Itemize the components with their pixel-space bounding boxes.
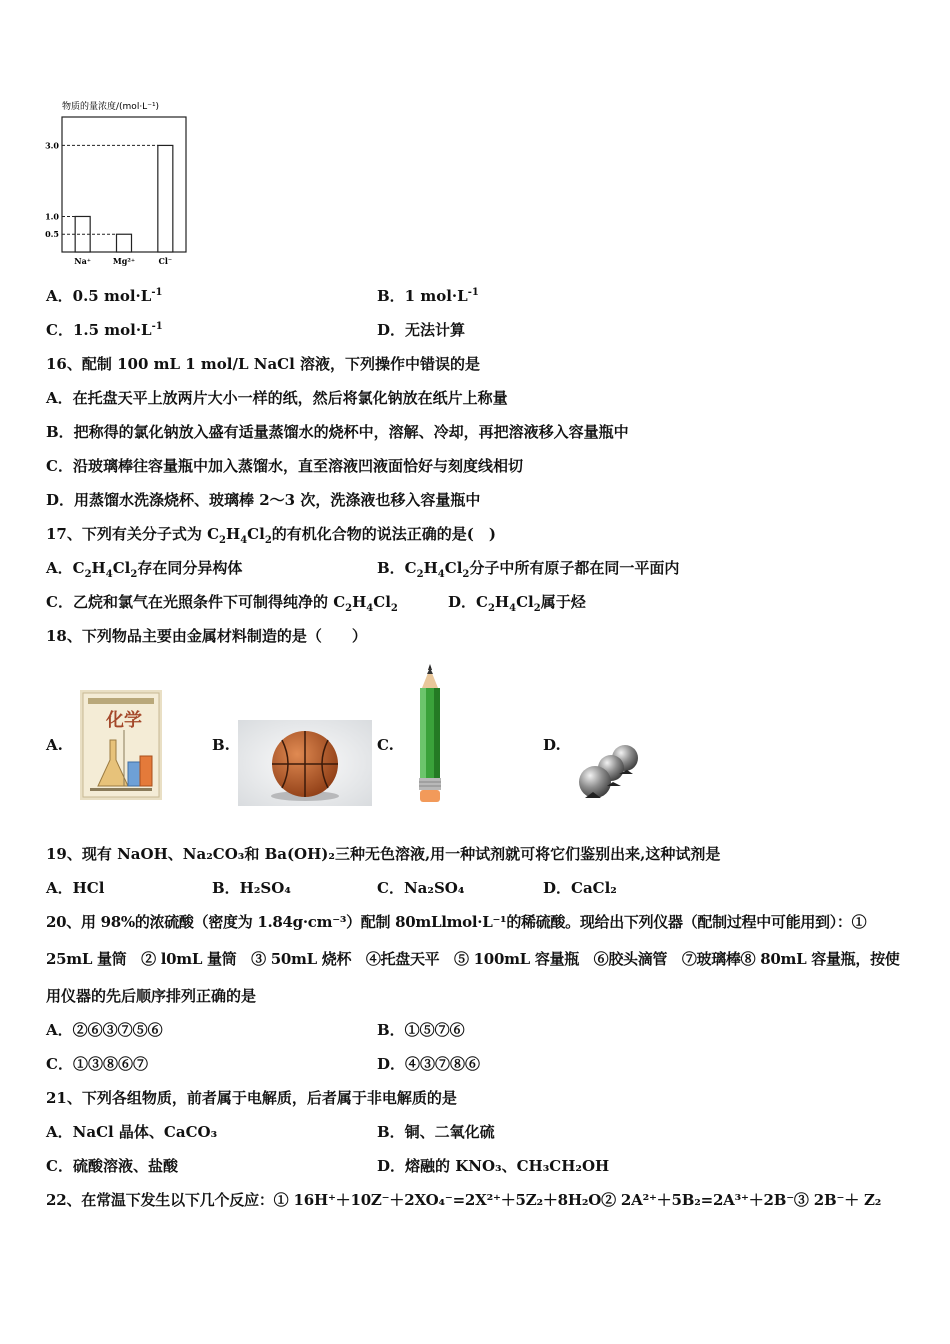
q15-option-a[interactable]: A．0.5 $mol\cdot L^{-1}$ [46, 287, 163, 305]
x-tick-label: Mg²⁺ [112, 256, 136, 266]
bar-2 [158, 145, 173, 252]
book-title: 化学 [106, 710, 142, 731]
y-tick-label: 3.0 [45, 140, 59, 151]
q17-stem: 17、下列有关分子式为 $C_2H_4Cl_2$的有机化合物的说法正确的是( ) [46, 525, 496, 546]
q22-stem: 22、在常温下发生以下几个反应：① 16H⁺＋10Z⁻＋2XO₄⁻=2X²⁺＋5Z₂＋8H₂O② 2A²⁺＋5B₂=2A³⁺＋2B⁻③ 2B⁻＋ Z₂ [46, 1191, 882, 1209]
q19-option-a[interactable]: A．HCl [46, 879, 105, 897]
q16-option-a[interactable]: A．在托盘天平上放两片大小一样的纸，然后将氯化钠放在纸片上称量 [46, 389, 508, 407]
q21-option-c[interactable]: C．硫酸溶液、盐酸 [46, 1157, 178, 1175]
q17-option-d[interactable]: D．$C_2H_4Cl_2$属于烃 [448, 593, 586, 614]
x-tick-label: Na⁺ [74, 256, 92, 266]
q21-stem: 21、下列各组物质，前者属于电解质，后者属于非电解质的是 [46, 1089, 457, 1107]
q21-option-b[interactable]: B．铜、二氧化硫 [377, 1123, 495, 1141]
y-tick-label: 1.0 [45, 211, 59, 222]
q20-stem-line1: 20、用 98%的浓硫酸（密度为 1.84g·cm⁻³）配制 80mLlmol·L⁻¹的稀硫酸。现给出下列仪器（配制过程中可能用到）：① [46, 913, 867, 931]
q17-option-b[interactable]: B．$C_2H_4Cl_2$分子中所有原子都在同一平面内 [377, 559, 680, 580]
pencil-image[interactable] [410, 662, 450, 806]
concentration-bar-chart [40, 95, 200, 275]
q16-stem: 16、配制 100 mL 1 mol/L NaCl 溶液，下列操作中错误的是 [46, 355, 481, 373]
q20-option-d[interactable]: D．④③⑦⑧⑥ [377, 1055, 481, 1073]
q18-label-d[interactable]: D. [543, 736, 561, 754]
q20-stem-line2: 25mL 量筒 ② l0mL 量筒 ③ 50mL 烧杯 ④托盘天平 ⑤ 100mL 容量瓶 ⑥胶头滴管 ⑦玻璃棒⑧ 80mL 容量瓶，按使 [46, 950, 900, 968]
q17-option-a[interactable]: A．$C_2H_4Cl_2$存在同分异构体 [46, 559, 243, 580]
q18-label-b[interactable]: B. [212, 736, 230, 754]
q18-label-a[interactable]: A. [46, 736, 63, 754]
q20-option-b[interactable]: B．①⑤⑦⑥ [377, 1021, 465, 1039]
q17-option-c[interactable]: C．乙烷和氯气在光照条件下可制得纯净的 $C_2H_4Cl_2$ [46, 593, 398, 614]
chart-title: 物质的量浓度/(mol·L⁻¹) [62, 102, 160, 112]
q16-option-d[interactable]: D．用蒸馏水洗涤烧杯、玻璃棒 2～3 次，洗涤液也移入容量瓶中 [46, 491, 481, 509]
q19-option-d[interactable]: D．CaCl₂ [543, 879, 617, 897]
q16-option-b[interactable]: B．把称得的氯化钠放入盛有适量蒸馏水的烧杯中，溶解、冷却，再把溶液移入容量瓶中 [46, 423, 629, 441]
q19-option-b[interactable]: B．H₂SO₄ [212, 879, 291, 897]
bar-1 [117, 234, 132, 252]
q19-option-c[interactable]: C．Na₂SO₄ [377, 879, 465, 897]
chemistry-book-image[interactable] [80, 690, 162, 800]
basketball-image[interactable] [238, 720, 372, 806]
q15-option-b[interactable]: B．1 $mol\cdot L^{-1}$ [377, 287, 479, 305]
q21-option-a[interactable]: A．NaCl 晶体、CaCO₃ [46, 1123, 218, 1141]
metal-balls-image[interactable] [575, 740, 645, 806]
x-tick-label: Cl⁻ [158, 256, 173, 266]
q16-option-c[interactable]: C．沿玻璃棒往容量瓶中加入蒸馏水，直至溶液凹液面恰好与刻度线相切 [46, 457, 523, 475]
y-tick-label: 0.5 [45, 229, 59, 240]
q19-stem: 19、现有 NaOH、Na₂CO₃和 Ba(OH)₂三种无色溶液,用一种试剂就可将它们鉴别出来,这种试剂是 [46, 845, 721, 863]
q20-option-a[interactable]: A．②⑥③⑦⑤⑥ [46, 1021, 163, 1039]
q20-stem-line3: 用仪器的先后顺序排列正确的是 [46, 987, 257, 1005]
q18-label-c[interactable]: C. [377, 736, 394, 754]
q20-option-c[interactable]: C．①③⑧⑥⑦ [46, 1055, 148, 1073]
q15-option-c[interactable]: C．1.5 $mol\cdot L^{-1}$ [46, 321, 163, 339]
q18-stem: 18、下列物品主要由金属材料制造的是（ ） [46, 627, 367, 645]
q15-option-d[interactable]: D．无法计算 [377, 321, 466, 339]
q21-option-d[interactable]: D．熔融的 KNO₃、CH₃CH₂OH [377, 1157, 610, 1175]
